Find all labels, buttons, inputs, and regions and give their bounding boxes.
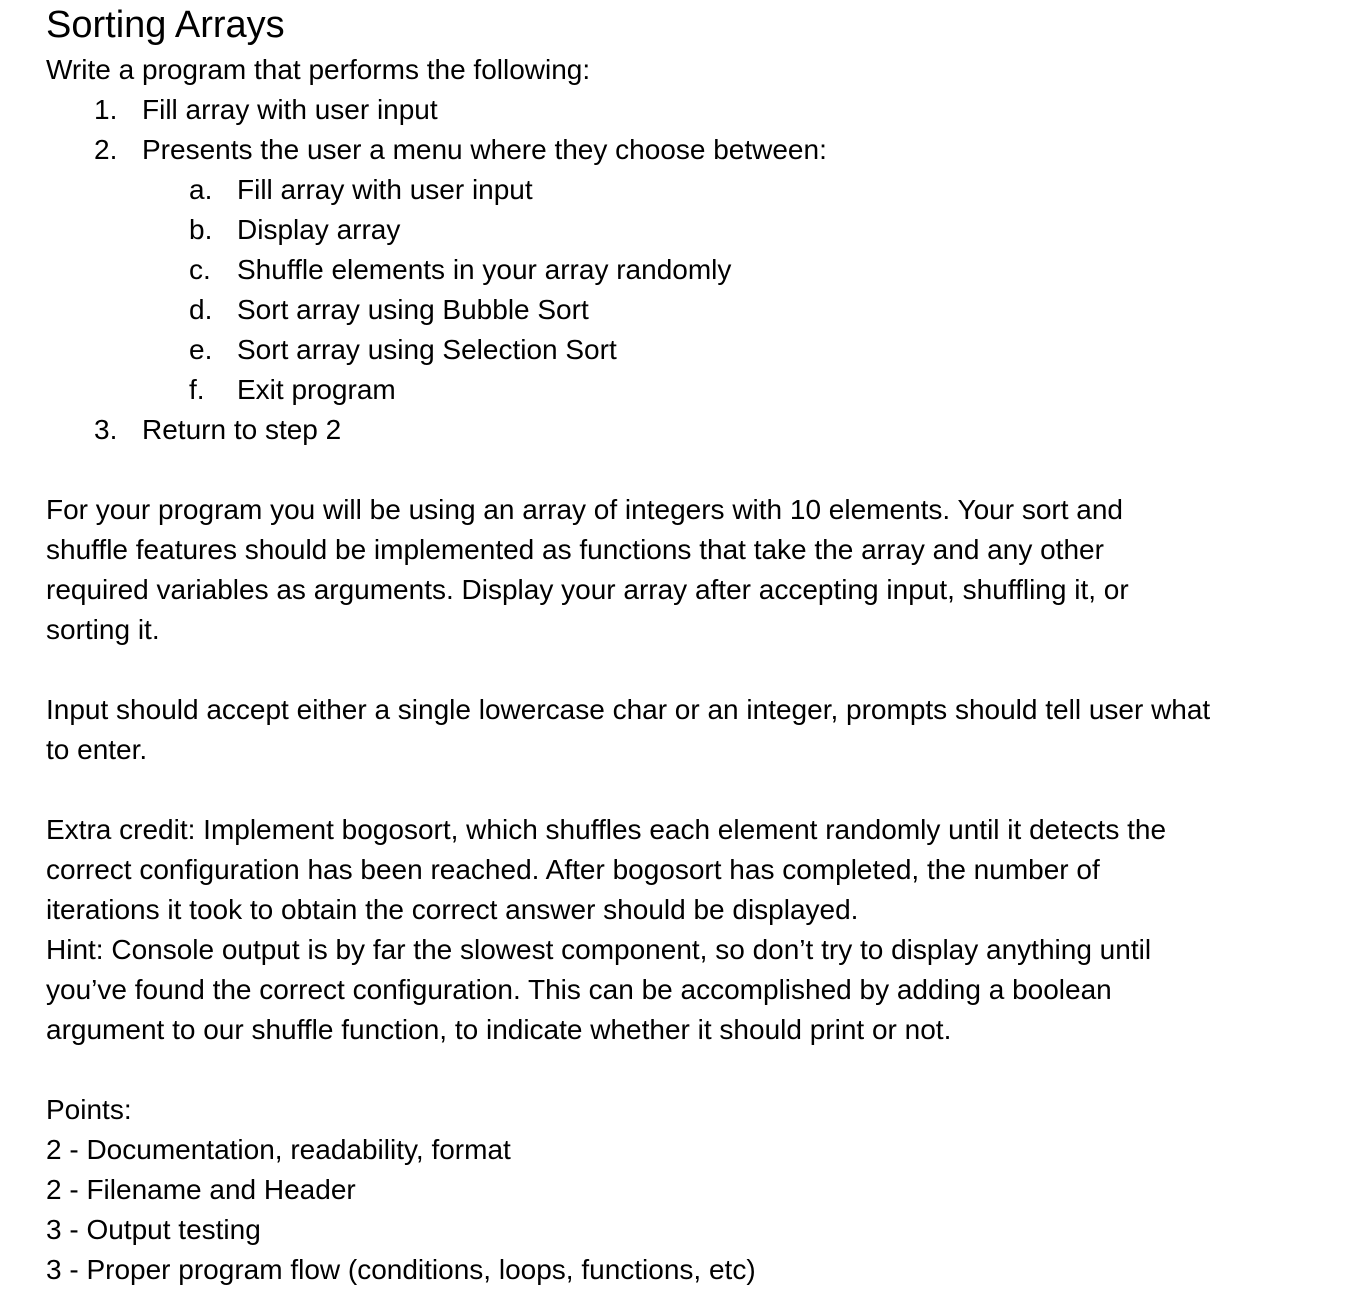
paragraph-spacer	[46, 770, 1336, 810]
list-item-text: Sort array using Bubble Sort	[237, 294, 589, 325]
list-marker: 3.	[94, 414, 118, 445]
list-marker: d.	[189, 294, 213, 325]
list-item-text: Display array	[237, 214, 401, 245]
list-item-menu-d	[46, 290, 1336, 330]
list-marker: e.	[189, 334, 213, 365]
paragraph-line: argument to our shuffle function, to indicate whether it should print or not.	[46, 1014, 952, 1045]
list-marker: 1.	[94, 94, 118, 125]
steps-list	[46, 90, 1336, 170]
paragraph-line: Input should accept either a single lowercase char or an integer, prompts should tell user what	[46, 694, 1211, 725]
list-item-menu-f	[46, 370, 1336, 410]
list-item-text: Return to step 2	[142, 414, 342, 445]
list-item-step-3	[46, 410, 1336, 450]
input-paragraph	[46, 690, 1306, 770]
list-item-text: Presents the user a menu where they choose between:	[142, 134, 827, 165]
paragraph-line: Hint: Console output is by far the slowest component, so don’t try to display anything until	[46, 934, 1152, 965]
list-item-menu-c	[46, 250, 1336, 290]
document-title: Sorting Arrays	[46, 4, 285, 46]
list-item-step-2	[46, 130, 1336, 170]
steps-list-continued	[46, 410, 1336, 450]
paragraph-line: to enter.	[46, 734, 148, 765]
list-item-text: Fill array with user input	[142, 94, 438, 125]
points-section	[46, 1090, 1306, 1290]
paragraph-line: required variables as arguments. Display your array after accepting input, shuffling it, or	[46, 574, 1129, 605]
paragraph-line: iterations it took to obtain the correct answer should be displayed.	[46, 894, 859, 925]
paragraph-line: Extra credit: Implement bogosort, which shuffles each element randomly until it detects the	[46, 814, 1167, 845]
paragraph-line: sorting it.	[46, 614, 160, 645]
points-item: 3 - Output testing	[46, 1214, 261, 1245]
list-item-text: Sort array using Selection Sort	[237, 334, 617, 365]
paragraph-spacer	[46, 450, 1336, 490]
list-item-text: Exit program	[237, 374, 396, 405]
paragraph-line: correct configuration has been reached. After bogosort has completed, the number of	[46, 854, 1100, 885]
menu-options-list	[46, 170, 1336, 410]
list-item-menu-a	[46, 170, 1336, 210]
paragraph-line: shuffle features should be implemented as functions that take the array and any other	[46, 534, 1104, 565]
paragraph-line: you’ve found the correct configuration. This can be accomplished by adding a boolean	[46, 974, 1112, 1005]
list-marker: b.	[189, 214, 213, 245]
list-item-menu-e	[46, 330, 1336, 370]
paragraph-line: For your program you will be using an array of integers with 10 elements. Your sort and	[46, 494, 1124, 525]
list-marker: c.	[189, 254, 211, 285]
points-item: 2 - Documentation, readability, format	[46, 1134, 511, 1165]
list-item-text: Fill array with user input	[237, 174, 533, 205]
requirements-paragraph	[46, 490, 1306, 650]
extra-credit-paragraph	[46, 810, 1306, 1050]
points-item: 2 - Filename and Header	[46, 1174, 356, 1205]
list-marker: a.	[189, 174, 213, 205]
list-marker: f.	[189, 374, 205, 405]
document-page	[46, 0, 1336, 1290]
list-item-menu-b	[46, 210, 1336, 250]
paragraph-spacer	[46, 1050, 1336, 1090]
points-item: 3 - Proper program flow (conditions, loops, functions, etc)	[46, 1254, 756, 1285]
intro-text: Write a program that performs the following:	[46, 54, 591, 85]
list-item-text: Shuffle elements in your array randomly	[237, 254, 732, 285]
list-marker: 2.	[94, 134, 118, 165]
paragraph-spacer	[46, 650, 1336, 690]
list-item-step-1	[46, 90, 1336, 130]
points-heading: Points:	[46, 1094, 132, 1125]
